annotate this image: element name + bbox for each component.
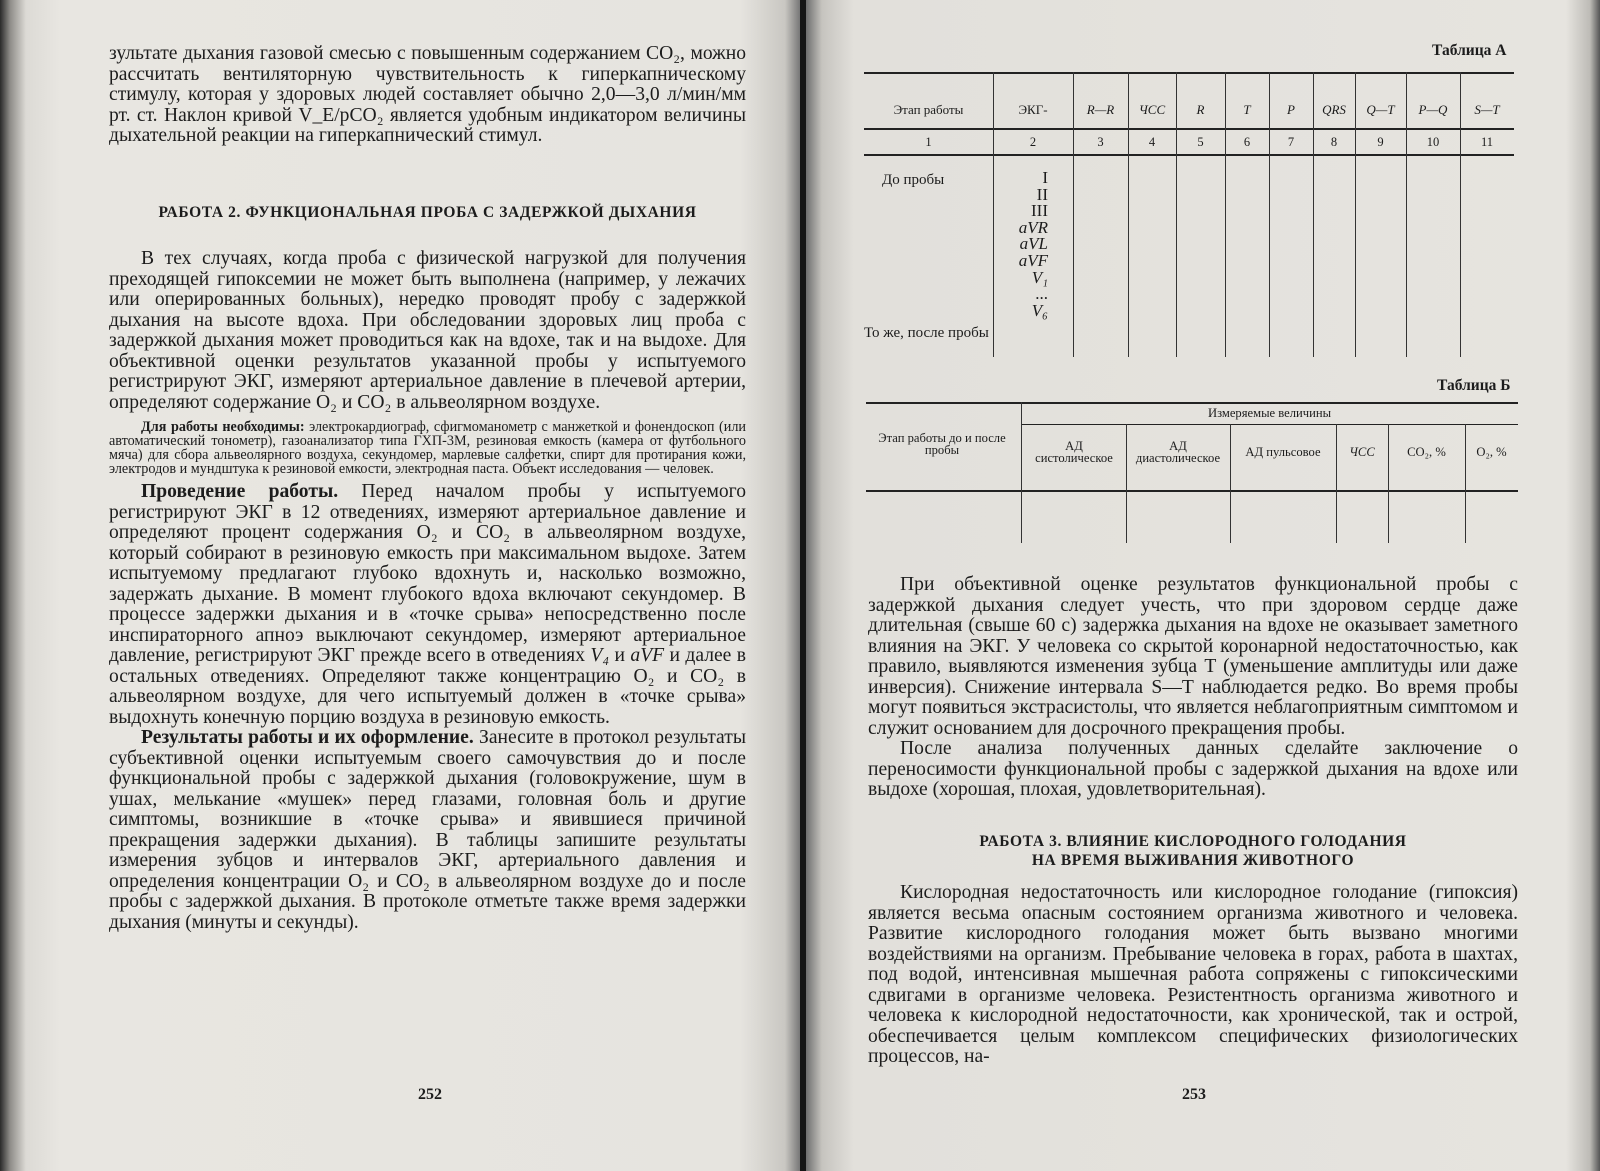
th-p: P — [1287, 102, 1295, 117]
col-num-3: 3 — [1097, 134, 1104, 149]
th-ecg: ЭКГ- — [1018, 102, 1048, 117]
th-r: R — [1196, 102, 1205, 117]
lead-iii: III — [1031, 201, 1048, 221]
tb-group-header: Измеряемые величины — [1207, 406, 1332, 421]
th-qrs: QRS — [1322, 102, 1346, 117]
col-num-8: 8 — [1330, 134, 1338, 149]
heading-work-3-line-2: НА ВРЕМЯ ВЫЖИВАНИЯ ЖИВОТНОГО — [1031, 852, 1355, 869]
lead-v4: V₄ — [590, 645, 610, 666]
tb-pp: АД пульсовое — [1245, 444, 1321, 459]
equipment-text: электрокардиограф, сфигмоманометр с манжеткой и фонендоскоп (или автоматический тонометр), газоанализатор типа ГХП-3М, резиновая емкость (камера от футбольного мяча) для сбора альвеолярного воздуха, секундомер, марлевые салфетки, спирт для протирания кожи, электродов и мундштука к резиновой емкости, электродная паста. Объект исследования — человек. — [109, 419, 747, 477]
th-pq: P—Q — [1418, 102, 1448, 117]
lead-ii: II — [1036, 184, 1048, 204]
hypoxia-paragraph: Кислородная недостаточность или кислородное голодание (гипоксия) является весьма опасным состоянием организма животного и человека. Развитие кислородного голодания может быть вызвано многими воздействиями на организм. Пребывание человека в горах, работа в шахтах, под водой, интенсивная мышечная работа сопряжены с гипоксическими сдвигами в организме человека. Резистентность организма животного и человека к кислородной недостаточности, как хронической, так и острой, обеспечивается целым комплексом специфических физиологических процессов, на- — [868, 882, 1518, 1067]
stage-after-test: То же, после пробы — [864, 325, 989, 341]
col-num-10: 10 — [1426, 134, 1440, 149]
left-intro — [109, 44, 746, 147]
results-label: Результаты работы и их оформление. — [141, 727, 474, 748]
lead-ellipsis: ... — [1035, 284, 1048, 304]
tb-co2: CO₂, % — [1407, 444, 1446, 459]
tb-dbp: АД диастолическое — [1135, 438, 1221, 465]
section-heading-work-3 — [868, 832, 1518, 870]
procedure-and: и — [614, 645, 626, 666]
results-paragraph — [109, 728, 746, 933]
th-qt: Q—T — [1366, 102, 1395, 117]
page-number-left: 252 — [418, 1086, 442, 1103]
lead-avr: aVR — [1018, 217, 1048, 237]
right-body-bottom — [868, 883, 1518, 1068]
col-num-11: 11 — [1480, 134, 1494, 149]
procedure-label: Проведение работы. — [141, 481, 339, 502]
conclusion-paragraph: После анализа полученных данных сделайте заключение о переносимости функциональной пробы с задержкой дыхания на вдохе или выдохе (хорошая, плохая, удовлетворительная). — [868, 738, 1518, 800]
lead-avl: aVL — [1019, 234, 1048, 254]
equipment-paragraph — [109, 420, 746, 476]
table-a-caption: Таблица А — [1432, 42, 1507, 59]
table-b — [866, 400, 1518, 543]
tb-hr: ЧСС — [1349, 444, 1375, 459]
page-number-right: 253 — [1182, 1086, 1206, 1103]
equipment-label: Для работы необходимы: — [141, 419, 305, 435]
th-st: S—T — [1474, 102, 1500, 117]
lead-v1: V₁ — [1031, 267, 1048, 287]
col-num-2: 2 — [1029, 134, 1037, 149]
lead-i: I — [1042, 168, 1048, 187]
tb-sbp: АД систолическое — [1035, 438, 1113, 465]
ecg-leads-list — [994, 170, 1048, 319]
lead-avf-row: aVF — [1018, 250, 1048, 270]
th-rr: R—R — [1086, 102, 1115, 117]
procedure-text: Перед началом пробы у испытуемого регистрируют ЭКГ в 12 отведениях, измеряют артериальное давление и определяют процент содержания O₂ и CO₂ в альвеолярном воздухе, который собирают в резиновую емкость при максимальном выдохе. Затем испытуемому предлагают глубоко вдохнуть и, насколько возможно, задержать дыхание. В момент глубокого вдоха включают секундомер. В процессе задержки дыхания и в «точке срыва» непосредственно после инспираторного апноэ выключают секундомер, измеряют артериальное давление, регистрируют ЭКГ прежде всего в отведениях — [109, 481, 746, 666]
th-hr: ЧСС — [1138, 102, 1166, 117]
section-heading-work-2: РАБОТА 2. ФУНКЦИОНАЛЬНАЯ ПРОБА С ЗАДЕРЖКОЙ ДЫХАНИЯ — [158, 204, 697, 221]
col-num-5: 5 — [1197, 134, 1204, 149]
right-body-top — [868, 575, 1518, 801]
stage-before-test: До пробы — [882, 172, 945, 188]
lead-avf: aVF — [630, 645, 665, 666]
left-body — [109, 249, 746, 933]
table-a — [864, 72, 1514, 357]
lead-v6: V₆ — [1031, 300, 1048, 320]
th-stage: Этап работы — [893, 102, 964, 117]
col-num-4: 4 — [1148, 134, 1156, 149]
heading-work-3-line-1: РАБОТА 3. ВЛИЯНИЕ КИСЛОРОДНОГО ГОЛОДАНИЯ — [979, 833, 1407, 850]
col-num-7: 7 — [1287, 134, 1295, 149]
th-t: T — [1243, 102, 1251, 117]
tb-o2: O₂, % — [1476, 444, 1507, 459]
evaluation-paragraph: При объективной оценке результатов функциональной пробы с задержкой дыхания следует учесть, что при здоровом сердце даже длительная (свыше 60 с) задержка дыхания на вдохе не оказывает заметного влияния на ЭКГ. У человека со скрытой коронарной недостаточностью, как правило, выявляются изменения зубца T (уменьшение амплитуды или даже инверсия). Снижение интервала S—T наблюдается редко. Во время пробы могут появиться экстрасистолы, что является неблагоприятным симптомом и служит основанием для досрочного прекращения пробы. — [868, 574, 1518, 739]
procedure-text-2: и далее в остальных отведениях. Определяют также концентрацию O₂ и CO₂ в альвеолярном воздухе, для чего испытуемый должен в «точке срыва» выдохнуть конечную порцию воздуха в резиновую емкость. — [109, 645, 746, 728]
paragraph-intro-breath-hold: В тех случаях, когда проба с физической нагрузкой для получения преходящей гипоксемии не может быть выполнена (например, у лежачих или оперированных больных), нередко проводят пробу с задержкой дыхания на высоте вдоха. При обследовании здоровых лиц проба с задержкой дыхания может проводиться как на вдохе, так и на выдохе. Для объективной оценки результатов указанной пробы у испытуемого регистрируют ЭКГ, измеряют артериальное давление в плечевой артерии, определяют содержание O₂ и CO₂ в альвеолярном воздухе. — [109, 248, 746, 413]
table-b-caption: Таблица Б — [1437, 377, 1511, 394]
col-num-1: 1 — [925, 134, 932, 149]
tb-stage-header: Этап работы до и после пробы — [878, 430, 1006, 457]
results-text: Занесите в протокол результаты субъективной оценки испытуемым своего самочувствия до и после функциональной пробы с задержкой дыхания (головокружение, шум в ушах, мелькание «мушек» перед глазами, головная боль и другие симптомы, возникшие в «точке срыва» и явившиеся причиной прекращения задержки дыхания). В таблицы запишите результаты измерения зубцов и интервалов ЭКГ, артериального давления и определения концентрации O₂ и CO₂ в альвеолярном воздухе до и после пробы с задержкой дыхания. В протоколе отметьте также время задержки дыхания (минуты и секунды). — [109, 727, 746, 933]
intro-paragraph: зультате дыхания газовой смесью с повышенным содержанием CO₂, можно рассчитать вентиляторную чувствительность к гиперкапническому стимулу, которая у здоровых людей составляет обычно 2,0—3,0 л/мин/мм рт. ст. Наклон кривой V_E/pCO₂ является удобным индикатором величины дыхательной реакции на гиперкапнический стимул. — [109, 43, 746, 146]
procedure-paragraph — [109, 482, 746, 728]
col-num-9: 9 — [1377, 134, 1384, 149]
col-num-6: 6 — [1243, 134, 1251, 149]
